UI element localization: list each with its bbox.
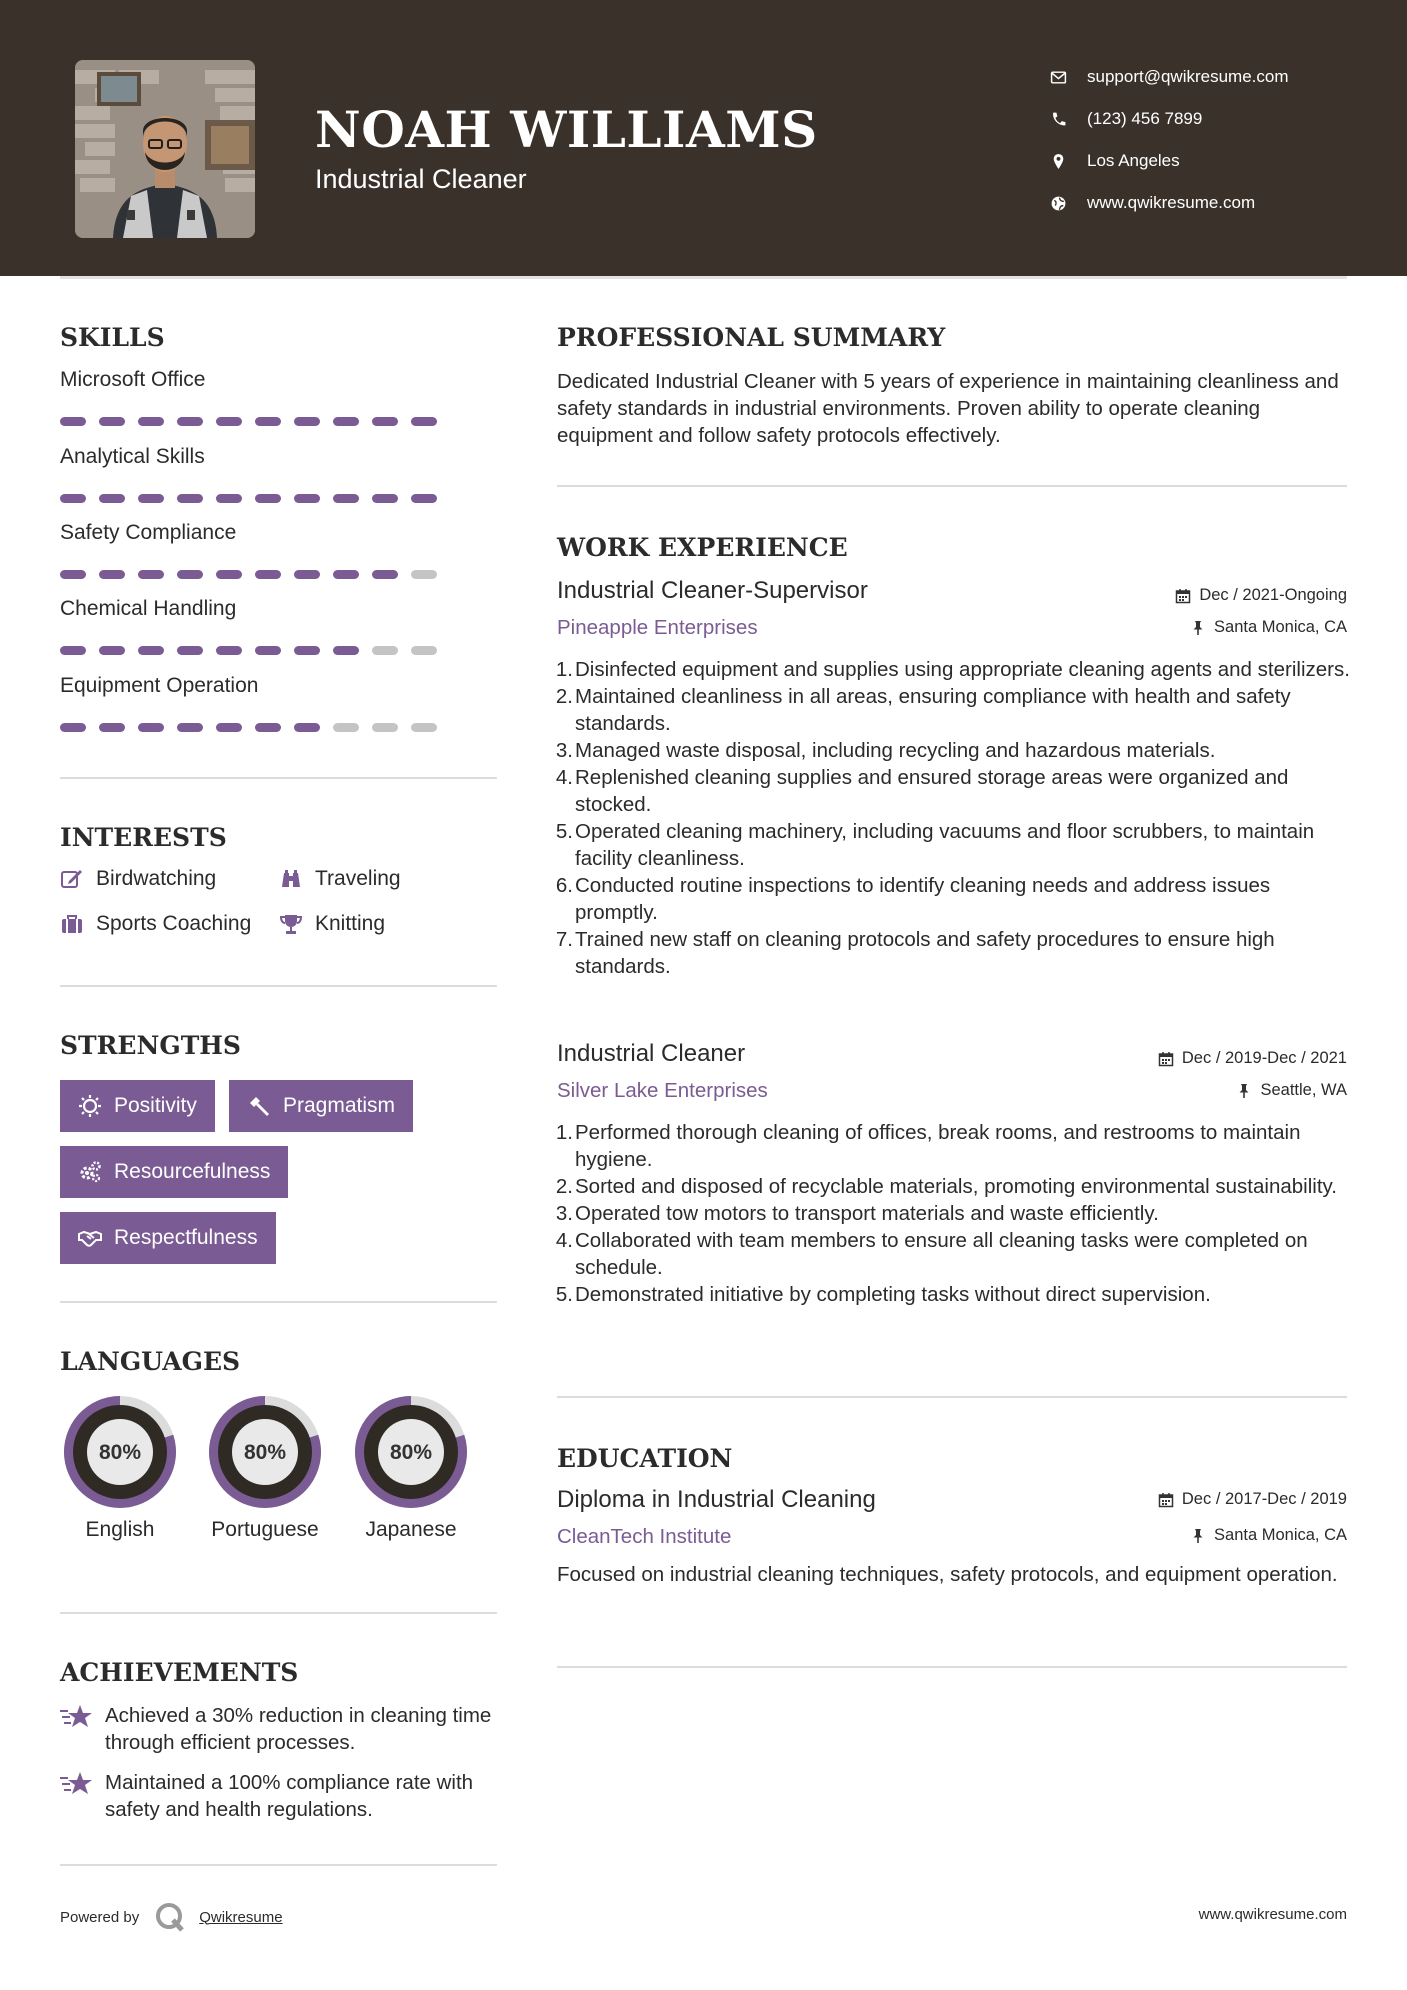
- skills-heading: SKILLS: [60, 323, 165, 352]
- pencil-square-icon: [60, 867, 84, 891]
- map-pin-icon: [1050, 153, 1087, 170]
- resume-header: [0, 0, 1407, 276]
- skill-dot-filled: [216, 646, 242, 655]
- skill-dot-filled: [177, 723, 203, 732]
- skill-dot-filled: [177, 570, 203, 579]
- skill-dot-filled: [255, 723, 281, 732]
- skill-dot-filled: [255, 646, 281, 655]
- gavel-icon: [247, 1094, 271, 1118]
- job-dates: [1175, 586, 1347, 605]
- strength-label: Positivity: [114, 1094, 197, 1117]
- skill-dot-empty: [411, 723, 437, 732]
- skill-dot-filled: [99, 723, 125, 732]
- skill-dot-empty: [411, 570, 437, 579]
- sun-icon: [78, 1094, 102, 1118]
- summary-text: Dedicated Industrial Cleaner with 5 years of experience in maintaining cleanliness and safety standards in industrial environments. Proven ability to operate cleaning equipment and follow safety protocols effectively.: [557, 370, 1339, 447]
- section-divider: [60, 1612, 497, 1614]
- section-divider: [557, 485, 1347, 487]
- contact-email[interactable]: [1050, 56, 1380, 98]
- section-divider: [557, 1396, 1347, 1398]
- section-divider: [60, 777, 497, 779]
- language-name: English: [85, 1518, 155, 1541]
- candidate-name: NOAH WILLIAMS: [315, 100, 818, 159]
- interest-item: [60, 912, 251, 936]
- skill-dot-filled: [60, 723, 86, 732]
- skill-dot-filled: [333, 417, 359, 426]
- skill-dot-filled: [177, 494, 203, 503]
- skill-dot-filled: [60, 570, 86, 579]
- powered-by-text: Powered by: [60, 1908, 140, 1926]
- handshake-icon: [78, 1226, 102, 1250]
- job-company: Silver Lake Enterprises: [557, 1079, 768, 1102]
- footer-website[interactable]: www.qwikresume.com: [1198, 1906, 1347, 1923]
- skill-dot-filled: [216, 570, 242, 579]
- skill-dot-empty: [333, 723, 359, 732]
- skill-dot-filled: [372, 494, 398, 503]
- strength-badge: [60, 1080, 215, 1132]
- experience-heading: WORK EXPERIENCE: [557, 533, 848, 562]
- skill-name: Microsoft Office: [60, 368, 206, 391]
- job-bullet: 4. Collaborated with team members to ensure all cleaning tasks were completed on schedule.: [555, 1229, 1308, 1279]
- skill-dot-filled: [255, 417, 281, 426]
- skill-level: [60, 417, 437, 426]
- contact-list: [1050, 56, 1380, 224]
- job-dates: [1158, 1049, 1347, 1068]
- globe-icon: [1050, 195, 1087, 212]
- skill-dot-filled: [333, 494, 359, 503]
- language-ring: [350, 1391, 472, 1513]
- skill-dot-filled: [177, 417, 203, 426]
- achievements-heading: ACHIEVEMENTS: [60, 1658, 299, 1687]
- skill-dot-filled: [216, 417, 242, 426]
- summary-heading: PROFESSIONAL SUMMARY: [557, 323, 946, 352]
- skill-dot-filled: [333, 570, 359, 579]
- skill-level: [60, 646, 437, 655]
- pushpin-icon: [1190, 1528, 1206, 1544]
- strength-badge: [60, 1146, 288, 1198]
- contact-phone-text: (123) 456 7899: [1087, 109, 1203, 128]
- education-degree: Diploma in Industrial Cleaning: [557, 1486, 876, 1513]
- achievement-item: [60, 1769, 500, 1823]
- skill-name: Chemical Handling: [60, 597, 237, 620]
- skill-dot-filled: [60, 417, 86, 426]
- skill-dot-filled: [99, 494, 125, 503]
- candidate-title: Industrial Cleaner: [315, 164, 527, 194]
- calendar-icon: [1158, 1492, 1174, 1508]
- phone-icon: [1050, 111, 1087, 128]
- skill-dot-filled: [216, 723, 242, 732]
- job-title: Industrial Cleaner: [557, 1040, 746, 1067]
- shooting-star-icon: [60, 1769, 94, 1799]
- envelope-icon: [1050, 69, 1087, 86]
- job-dates-text: Dec / 2021-Ongoing: [1199, 586, 1347, 604]
- contact-phone[interactable]: [1050, 98, 1380, 140]
- education-location: [1190, 1526, 1347, 1545]
- job-bullet: 5. Operated cleaning machinery, including vacuums and floor scrubbers, to maintain facility cleanliness.: [555, 820, 1315, 870]
- profile-photo: [75, 60, 255, 238]
- trophy-icon: [279, 912, 303, 936]
- job-location-text: Seattle, WA: [1260, 1081, 1347, 1099]
- contact-website[interactable]: [1050, 182, 1380, 224]
- qwikresume-logo-icon: [153, 1900, 187, 1934]
- skill-dot-empty: [372, 723, 398, 732]
- job-bullet: 4. Replenished cleaning supplies and ensured storage areas were organized and stocked.: [555, 766, 1289, 816]
- skill-level: [60, 723, 437, 732]
- language-ring: [204, 1391, 326, 1513]
- binoculars-icon: [279, 867, 303, 891]
- language-item: [59, 1391, 181, 1543]
- skill-dot-filled: [60, 646, 86, 655]
- skill-level: [60, 494, 437, 503]
- skill-dot-filled: [294, 494, 320, 503]
- section-divider: [60, 985, 497, 987]
- skill-dot-filled: [138, 646, 164, 655]
- job-dates-text: Dec / 2019-Dec / 2021: [1181, 1049, 1347, 1067]
- skill-name: Safety Compliance: [60, 521, 237, 544]
- job-location-text: Santa Monica, CA: [1214, 618, 1347, 636]
- skill-dot-filled: [138, 570, 164, 579]
- languages-heading: LANGUAGES: [60, 1347, 241, 1376]
- interest-label: Birdwatching: [96, 867, 217, 890]
- briefcase-icon: [60, 912, 84, 936]
- skill-dot-filled: [294, 723, 320, 732]
- gears-icon: [78, 1160, 102, 1184]
- skill-dot-filled: [138, 417, 164, 426]
- education-dates-text: Dec / 2017-Dec / 2019: [1181, 1490, 1347, 1508]
- skill-dot-empty: [411, 646, 437, 655]
- contact-website-text: www.qwikresume.com: [1087, 193, 1256, 212]
- contact-email-text: support@qwikresume.com: [1087, 67, 1289, 86]
- skill-dot-filled: [138, 723, 164, 732]
- skill-dot-filled: [99, 570, 125, 579]
- skill-dot-filled: [99, 646, 125, 655]
- job-title: Industrial Cleaner-Supervisor: [557, 577, 868, 604]
- interest-label: Knitting: [315, 912, 386, 935]
- language-item: [350, 1391, 472, 1543]
- job-bullet: 6. Conducted routine inspections to identify cleaning needs and address issues promptly.: [555, 874, 1271, 924]
- strength-label: Respectfulness: [114, 1226, 258, 1249]
- job-bullet: 3. Managed waste disposal, including recycling and hazardous materials.: [555, 739, 1216, 762]
- language-ring: [59, 1391, 181, 1513]
- job-bullets: [557, 1119, 1357, 1308]
- skill-dot-empty: [372, 646, 398, 655]
- education-description: Focused on industrial cleaning techniques, safety protocols, and equipment operation.: [557, 1563, 1338, 1586]
- interest-item: [60, 867, 216, 891]
- job-company: Pineapple Enterprises: [557, 616, 758, 639]
- education-location-text: Santa Monica, CA: [1214, 1526, 1347, 1544]
- education-school: CleanTech Institute: [557, 1525, 732, 1548]
- job-bullet: 7. Trained new staff on cleaning protocols and safety procedures to ensure high standards.: [555, 928, 1275, 978]
- skill-dot-filled: [138, 494, 164, 503]
- language-name: Portuguese: [211, 1518, 319, 1541]
- job-bullet: 2. Maintained cleanliness in all areas, ensuring compliance with health and safety standards.: [555, 685, 1291, 735]
- education-heading: EDUCATION: [557, 1444, 733, 1473]
- pushpin-icon: [1190, 620, 1206, 636]
- language-item: [204, 1391, 326, 1543]
- qwikresume-link[interactable]: Qwikresume: [199, 1908, 283, 1926]
- contact-location-text: Los Angeles: [1087, 151, 1180, 170]
- skill-name: Analytical Skills: [60, 445, 205, 468]
- calendar-icon: [1175, 588, 1191, 604]
- pushpin-icon: [1236, 1083, 1252, 1099]
- language-percent: 80%: [243, 1441, 287, 1464]
- education-dates: [1158, 1490, 1347, 1509]
- skill-dot-filled: [333, 646, 359, 655]
- interests-heading: INTERESTS: [60, 823, 227, 852]
- interest-item: [279, 912, 385, 936]
- job-location: [1236, 1081, 1347, 1100]
- header-divider: [60, 276, 1347, 279]
- contact-location: [1050, 140, 1380, 182]
- job-bullet: 2. Sorted and disposed of recyclable materials, promoting environmental sustainability.: [555, 1175, 1337, 1198]
- achievement-text: Achieved a 30% reduction in cleaning time through efficient processes.: [105, 1704, 492, 1754]
- job-bullet: 1. Disinfected equipment and supplies using appropriate cleaning agents and sterilizers.: [555, 658, 1350, 681]
- shooting-star-icon: [60, 1702, 94, 1732]
- skill-dot-filled: [372, 417, 398, 426]
- interest-item: [279, 867, 401, 891]
- strengths-heading: STRENGTHS: [60, 1031, 241, 1060]
- skill-dot-filled: [294, 417, 320, 426]
- skill-dot-filled: [60, 494, 86, 503]
- section-divider: [60, 1864, 497, 1866]
- section-divider: [557, 1666, 1347, 1668]
- skill-dot-filled: [255, 570, 281, 579]
- skill-dot-filled: [255, 494, 281, 503]
- language-percent: 80%: [98, 1441, 142, 1464]
- skill-dot-filled: [411, 494, 437, 503]
- skill-dot-filled: [99, 417, 125, 426]
- language-name: Japanese: [365, 1518, 457, 1541]
- skill-level: [60, 570, 437, 579]
- achievement-text: Maintained a 100% compliance rate with safety and health regulations.: [105, 1771, 474, 1821]
- job-bullet: 1. Performed thorough cleaning of offices, break rooms, and restrooms to maintain hygiene.: [555, 1121, 1301, 1171]
- interest-label: Sports Coaching: [96, 912, 252, 935]
- footer-powered-by: [60, 1900, 283, 1934]
- job-location: [1190, 618, 1347, 637]
- skill-dot-filled: [294, 570, 320, 579]
- skill-name: Equipment Operation: [60, 674, 259, 697]
- skill-dot-filled: [177, 646, 203, 655]
- interest-label: Traveling: [315, 867, 401, 890]
- section-divider: [60, 1301, 497, 1303]
- skill-dot-filled: [411, 417, 437, 426]
- job-bullets: [557, 656, 1357, 980]
- achievement-item: [60, 1702, 500, 1756]
- strength-badge: [229, 1080, 413, 1132]
- calendar-icon: [1158, 1051, 1174, 1067]
- skill-dot-filled: [294, 646, 320, 655]
- language-percent: 80%: [389, 1441, 433, 1464]
- job-bullet: 5. Demonstrated initiative by completing tasks without direct supervision.: [555, 1283, 1211, 1306]
- strength-label: Pragmatism: [283, 1094, 396, 1117]
- skill-dot-filled: [216, 494, 242, 503]
- skill-dot-filled: [372, 570, 398, 579]
- strength-label: Resourcefulness: [114, 1160, 271, 1183]
- strength-badge: [60, 1212, 276, 1264]
- job-bullet: 3. Operated tow motors to transport materials and waste efficiently.: [555, 1202, 1159, 1225]
